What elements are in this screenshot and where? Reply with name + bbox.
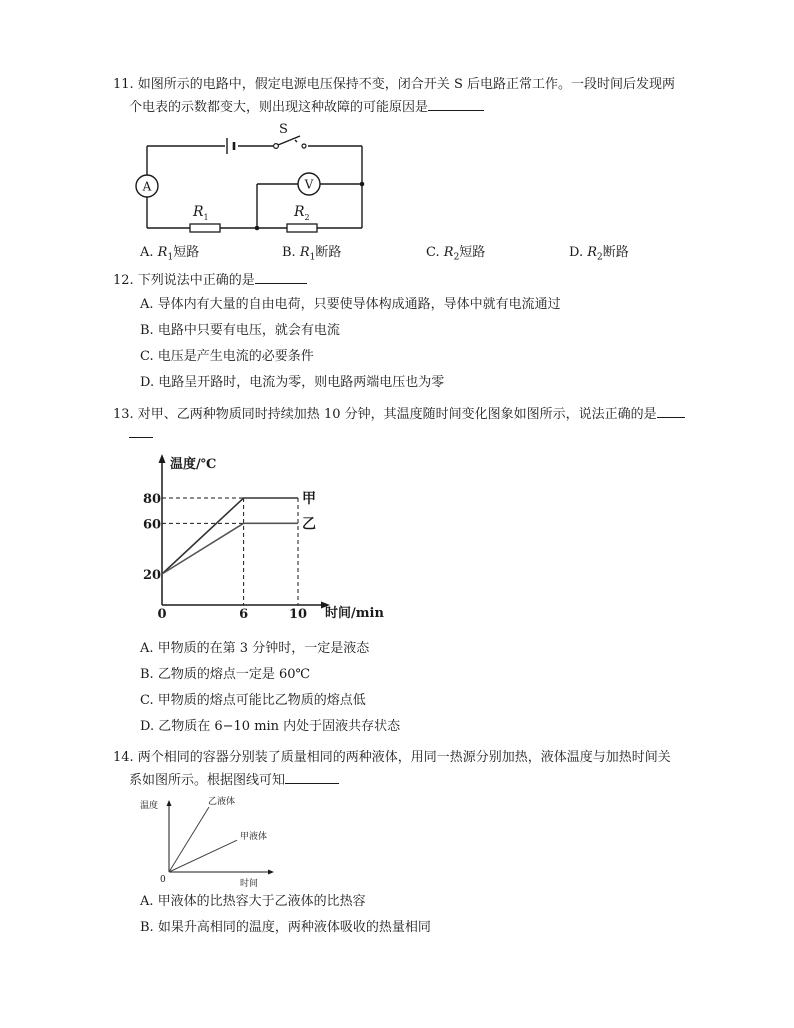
q13-answer-blank-cont	[129, 425, 153, 438]
option-letter: B.	[282, 245, 296, 260]
y-axis-arrow	[159, 454, 166, 463]
q13-stem-line2	[129, 425, 153, 444]
r1-label: $R_1$	[193, 204, 209, 222]
option-text: 断路	[315, 245, 342, 260]
series-label: 甲液体	[240, 832, 268, 842]
q13-temperature-chart	[140, 450, 400, 620]
q14-liquid-heating-chart	[140, 794, 300, 890]
option-sub: 2	[453, 252, 460, 263]
resistor-r2	[287, 224, 317, 232]
r2-label: $R_2$	[294, 204, 310, 222]
q13-answer-blank	[657, 405, 685, 418]
q14-option-a[interactable]: A. 甲液体的比热容大于乙液体的比热容	[140, 894, 366, 909]
x-axis-label: 时间	[240, 879, 259, 889]
x-axis-label: 时间/min	[325, 606, 384, 620]
y-axis-label: 温度/℃	[170, 457, 217, 472]
q11-stem-line2	[129, 98, 484, 117]
option-var: R	[587, 245, 598, 260]
option-sub: 2	[597, 252, 603, 263]
q13-option-a[interactable]: A. 甲物质的在第 3 分钟时，一定是液态	[140, 641, 370, 656]
x-tick-label: 6	[239, 607, 249, 620]
battery-icon	[227, 138, 234, 154]
q12-option-c[interactable]: C. 电压是产生电流的必要条件	[140, 349, 314, 364]
option-var: R	[443, 245, 454, 260]
series-label: 乙液体	[208, 797, 236, 807]
switch-icon	[274, 136, 306, 148]
y-tick-label: 20	[143, 568, 162, 583]
series-label: 甲	[302, 491, 316, 507]
junction-dot	[255, 226, 260, 231]
q11-stem-line1: 11. 如图所示的电路中，假定电源电压保持不变，闭合开关 S 后电路正常工作。一段时间后发现两	[113, 77, 675, 92]
q12-option-a[interactable]: A. 导体内有大量的自由电荷，只要使导体构成通路，导体中就有电流通过	[140, 297, 561, 312]
option-var: R	[157, 245, 168, 260]
q11-option-a[interactable]	[140, 244, 199, 267]
q12-answer-blank	[255, 271, 307, 284]
switch-label: S	[279, 122, 288, 137]
series-line-yi	[162, 523, 298, 574]
option-var: R	[299, 245, 310, 260]
voltmeter-label: V	[304, 177, 314, 192]
y-tick-label: 80	[143, 492, 162, 507]
ammeter-icon	[136, 175, 158, 197]
option-text: 短路	[173, 245, 200, 260]
origin-label: 0	[160, 875, 166, 885]
option-letter: A.	[140, 245, 154, 260]
q12-option-b[interactable]: B. 电路中只要有电压，就会有电流	[140, 323, 340, 338]
ammeter-label: A	[142, 179, 152, 194]
x-tick-label: 10	[288, 607, 308, 620]
option-sub: 1	[167, 252, 174, 263]
q13-option-d[interactable]: D. 乙物质在 6−10 min 内处于固液共存状态	[140, 719, 401, 734]
y-tick-label: 60	[143, 517, 162, 533]
q11-circuit-diagram	[128, 118, 378, 238]
series-label: 乙	[302, 516, 316, 533]
voltmeter-icon	[298, 173, 320, 195]
option-letter: D.	[569, 245, 584, 260]
q11-option-b[interactable]	[282, 244, 341, 267]
q13-stem-text: 13. 对甲、乙两种物质同时持续加热 10 分钟，其温度随时间变化图象如图所示，说法正确的是	[113, 407, 657, 422]
option-text: 短路	[459, 245, 486, 260]
option-text: 断路	[602, 245, 629, 260]
y-axis-label: 温度	[140, 801, 159, 811]
q14-stem-text: 系如图所示。根据图线可知	[129, 773, 286, 788]
q12-option-d[interactable]: D. 电路呈开路时，电流为零，则电路两端电压也为零	[140, 375, 445, 390]
x-tick-label: 0	[157, 607, 167, 620]
series-line-jia	[162, 498, 298, 574]
q13-option-b[interactable]: B. 乙物质的熔点一定是 60℃	[140, 667, 311, 682]
resistor-r1	[190, 224, 220, 232]
q14-stem-line2	[129, 771, 339, 790]
q13-option-c[interactable]: C. 甲物质的熔点可能比乙物质的熔点低	[140, 693, 366, 708]
q13-stem	[113, 405, 685, 424]
q11-answer-blank	[428, 98, 484, 111]
q14-option-b[interactable]: B. 如果升高相同的温度，两种液体吸收的热量相同	[140, 920, 431, 935]
option-sub: 1	[309, 252, 316, 263]
x-axis-arrow	[268, 870, 274, 875]
junction-dot	[360, 182, 365, 187]
option-letter: C.	[426, 245, 440, 260]
q14-stem-line1: 14. 两个相同的容器分别装了质量相同的两种液体，用同一热源分别加热，液体温度与加热时间关	[113, 750, 671, 765]
y-axis-arrow	[167, 800, 172, 806]
q11-stem-text: 个电表的示数都变大，则出现这种故障的可能原因是	[129, 100, 429, 115]
q12-stem	[113, 271, 307, 290]
q14-answer-blank	[285, 771, 339, 784]
q11-option-c[interactable]	[426, 244, 485, 267]
q11-option-d[interactable]	[569, 244, 629, 267]
q12-stem-text: 12. 下列说法中正确的是	[113, 273, 255, 288]
